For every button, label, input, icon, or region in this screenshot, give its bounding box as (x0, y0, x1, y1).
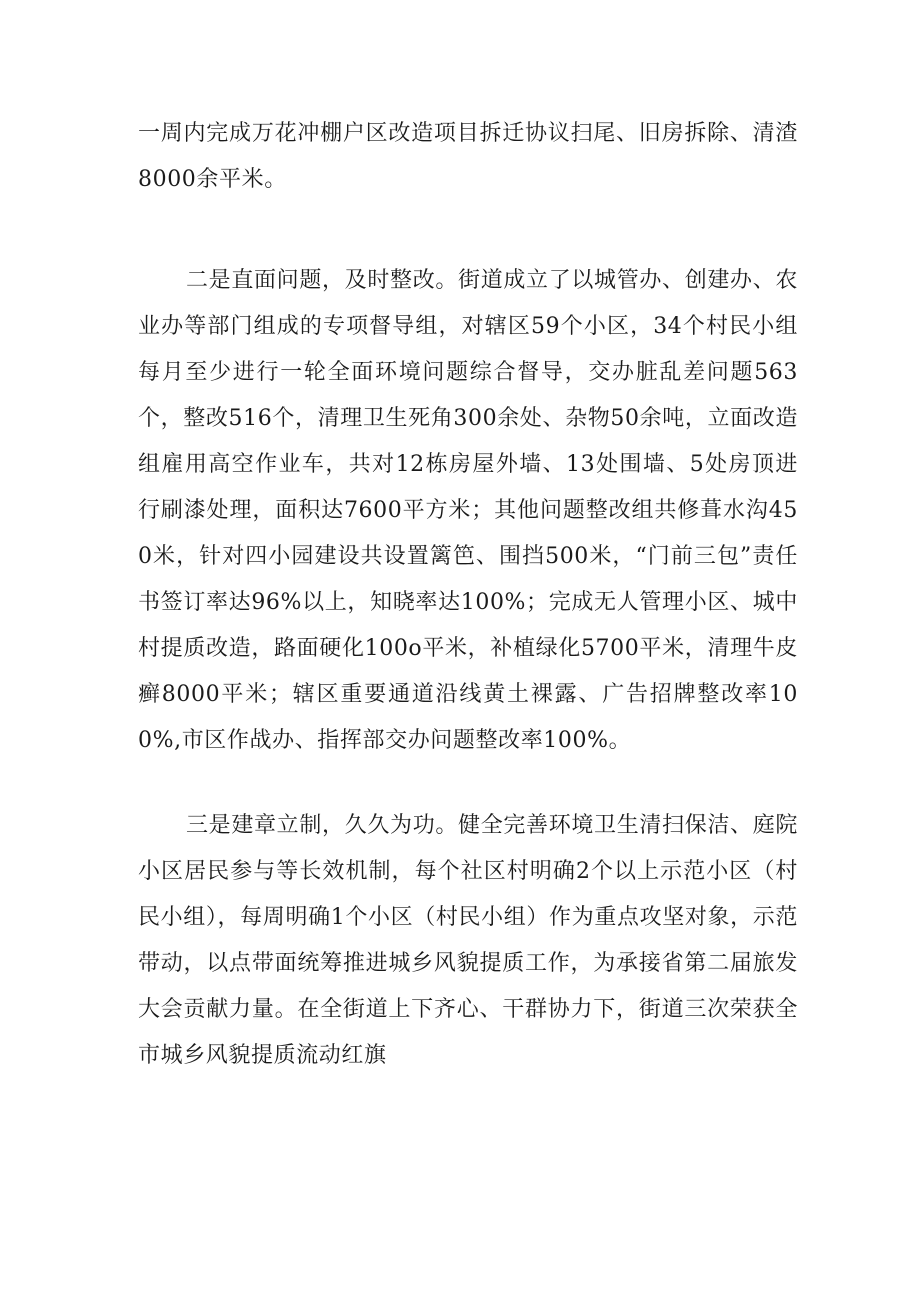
paragraph-rectification: 二是直面问题，及时整改。街道成立了以城管办、创建办、农业办等部门组成的专项督导组，对辖区59个小区，34个村民小组每月至少进行一轮全面环境问题综合督导，交办脏乱差问题563个，整改516个，清理卫生死角300余处、杂物50余吨，立面改造组雇用高空作业车，共对12栋房屋外墙、13处围墙、5处房顶进行刷漆处理，面积达7600平方米；其他问题整改组共修葺水沟450米，针对四小园建设共设置篱笆、围挡500米，“门前三包”责任书签订率达96%以上，知晓率达100%；完成无人管理小区、城中村提质改造，路面硬化100o平米，补植绿化5700平米，清理牛皮癣8000平米；辖区重要通道沿线黄土裸露、广告招牌整改率100%,市区作战办、指挥部交办问题整改率100%。 (138, 268, 798, 753)
paragraph-continuation: 一周内完成万花冲棚户区改造项目拆迁协议扫尾、旧房拆除、清渣8000余平米。 (138, 121, 798, 192)
paragraph-long-term-mechanism: 三是建章立制，久久为功。健全完善环境卫生清扫保洁、庭院小区居民参与等长效机制，每个社区村明确2个以上示范小区（村民小组），每周明确1个小区（村民小组）作为重点攻坚对象，示范带动，以点带面统筹推进城乡风貌提质工作，为承接省第二届旅发大会贡献力量。在全街道上下齐心、干群协力下，街道三次荣获全市城乡风貌提质流动红旗 (138, 813, 798, 1068)
